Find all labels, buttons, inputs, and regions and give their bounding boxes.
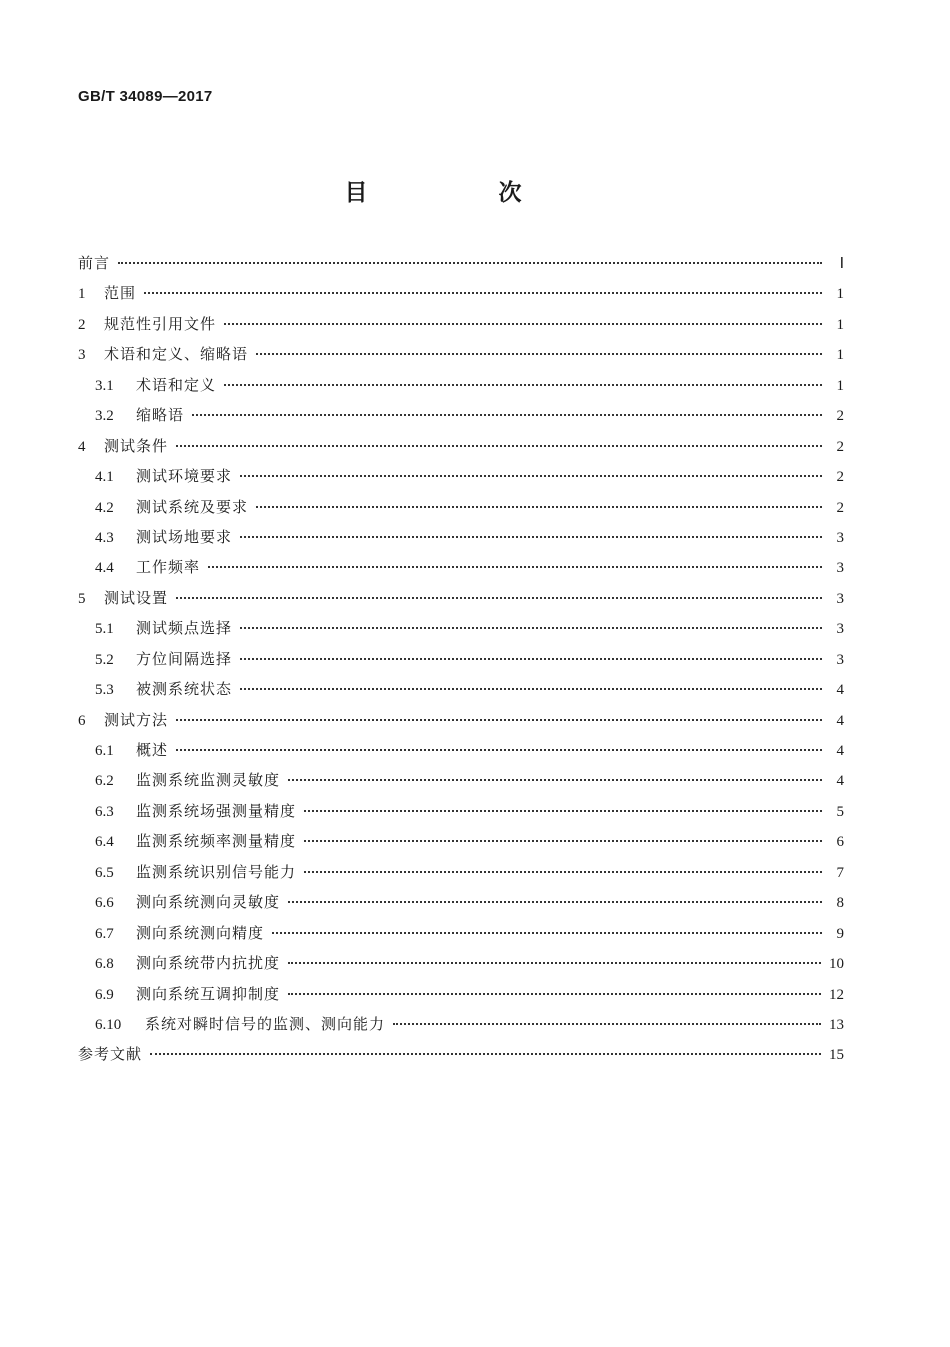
dot-leader (176, 445, 822, 447)
dot-leader (118, 262, 822, 264)
toc-entry-number: 6 (78, 712, 86, 729)
toc-entry-page: 2 (836, 499, 844, 516)
toc-entry-page: 2 (836, 408, 844, 425)
toc-entry[interactable] (78, 282, 844, 312)
toc-entry[interactable] (78, 252, 844, 282)
dot-leader (304, 840, 822, 842)
toc-entry-title: 前言 (78, 254, 111, 272)
toc-entry-title: 测向系统测向灵敏度 (136, 893, 281, 912)
toc-entry-number: 6.1 (95, 743, 114, 759)
toc-entry-page: 4 (836, 773, 844, 790)
toc-entry[interactable] (78, 709, 844, 739)
toc-entry-title: 术语和定义 (136, 375, 217, 394)
toc-entry-number: 6.5 (95, 864, 114, 881)
dot-leader (288, 779, 822, 781)
dot-leader (150, 1053, 821, 1055)
toc-entry-page: 4 (836, 743, 844, 759)
dot-leader (240, 627, 822, 629)
dot-leader (304, 871, 822, 873)
toc-entry-page: 3 (836, 560, 844, 577)
toc-entry[interactable] (78, 617, 844, 647)
toc-entry[interactable] (78, 526, 844, 556)
dot-leader (240, 475, 822, 477)
toc-entry-title: 系统对瞬时信号的监测、测向能力 (145, 1014, 386, 1033)
dot-leader (240, 536, 822, 538)
dot-leader (288, 962, 821, 964)
toc-entry-title: 监测系统频率测量精度 (136, 832, 297, 851)
dot-leader (208, 566, 822, 568)
toc-entry-page: 4 (836, 712, 844, 729)
toc-entry[interactable] (78, 1013, 844, 1043)
toc-entry[interactable] (78, 435, 844, 465)
toc-entry-title: 测试频点选择 (136, 619, 233, 638)
dot-leader (288, 901, 822, 903)
toc-entry-page: 1 (836, 377, 844, 394)
page-title: 目 次 (344, 180, 576, 206)
toc-entry[interactable] (78, 465, 844, 495)
toc-entry-page: 3 (836, 590, 844, 607)
toc-entry-number: 3.1 (95, 377, 114, 394)
toc-entry[interactable] (78, 1043, 844, 1073)
toc-entry-number: 6.3 (95, 803, 114, 820)
toc-entry-page: 3 (836, 621, 844, 638)
toc-entry-page: 9 (836, 925, 844, 942)
toc-entry-page: 8 (836, 895, 844, 912)
toc-entry[interactable] (78, 739, 844, 769)
toc-entry-title: 测试方法 (104, 710, 169, 729)
toc-entry-page: 3 (836, 529, 844, 546)
toc-entry-title: 参考文献 (78, 1045, 143, 1064)
toc-entry-page: 1 (836, 347, 844, 364)
dot-leader (256, 353, 822, 355)
toc-entry-title: 工作频率 (136, 558, 201, 577)
toc-entry-page: 2 (836, 438, 844, 455)
dot-leader (240, 688, 822, 690)
toc-entry-title: 缩略语 (136, 406, 185, 425)
dot-leader (304, 810, 822, 812)
toc-entry-title: 测向系统测向精度 (136, 923, 265, 942)
table-of-contents (78, 252, 844, 1074)
toc-entry[interactable] (78, 404, 844, 434)
toc-entry-page: 6 (836, 834, 844, 851)
toc-entry-number: 4.2 (95, 499, 114, 516)
toc-entry[interactable] (78, 374, 844, 404)
toc-entry-title: 概述 (136, 741, 169, 759)
toc-entry-number: 5 (78, 590, 86, 607)
toc-entry-title: 术语和定义、缩略语 (104, 345, 249, 364)
toc-entry[interactable] (78, 587, 844, 617)
toc-entry-title: 测向系统带内抗扰度 (136, 954, 281, 973)
toc-entry-number: 4.4 (95, 560, 114, 577)
toc-entry-page: 13 (829, 1016, 844, 1033)
toc-entry[interactable] (78, 861, 844, 891)
toc-entry[interactable] (78, 343, 844, 373)
toc-entry[interactable] (78, 648, 844, 678)
dot-leader (176, 597, 822, 599)
toc-entry[interactable] (78, 830, 844, 860)
toc-entry-number: 4.1 (95, 469, 114, 486)
toc-entry-number: 3.2 (95, 408, 114, 425)
toc-entry[interactable] (78, 922, 844, 952)
dot-leader (256, 506, 822, 508)
toc-entry-page: 4 (836, 682, 844, 699)
toc-entry-number: 6.10 (95, 1016, 122, 1033)
toc-entry-page: 1 (836, 316, 844, 333)
toc-entry-number: 2 (78, 316, 86, 333)
toc-entry-page: 1 (836, 286, 844, 303)
toc-entry-page: 5 (836, 803, 844, 820)
dot-leader (393, 1023, 821, 1025)
toc-entry-number: 6.8 (95, 956, 114, 973)
toc-entry-number: 4.3 (95, 529, 114, 546)
toc-entry-page: Ⅰ (839, 256, 844, 272)
toc-entry-title: 范围 (104, 284, 137, 303)
toc-entry-title: 监测系统场强测量精度 (136, 801, 297, 820)
toc-entry[interactable] (78, 891, 844, 921)
dot-leader (144, 292, 822, 294)
toc-entry-number: 3 (78, 347, 86, 364)
toc-entry-title: 测试条件 (104, 436, 169, 455)
toc-entry[interactable] (78, 983, 844, 1013)
toc-entry-number: 6.4 (95, 834, 114, 851)
dot-leader (176, 749, 822, 751)
toc-entry-number: 5.2 (95, 651, 114, 668)
toc-entry[interactable] (78, 496, 844, 526)
toc-entry-page: 3 (836, 651, 844, 668)
toc-entry-page: 10 (829, 956, 844, 973)
toc-entry-title: 测试环境要求 (136, 467, 233, 486)
toc-entry[interactable] (78, 313, 844, 343)
toc-entry-number: 1 (78, 286, 86, 303)
standard-code: GB/T 34089—2017 (78, 88, 213, 105)
dot-leader (288, 993, 821, 995)
dot-leader (240, 658, 822, 660)
dot-leader (176, 719, 822, 721)
toc-entry[interactable] (78, 952, 844, 982)
toc-entry[interactable] (78, 678, 844, 708)
toc-entry[interactable] (78, 800, 844, 830)
toc-entry-number: 6.6 (95, 895, 114, 912)
toc-entry-page: 15 (829, 1047, 844, 1064)
toc-entry-number: 5.3 (95, 682, 114, 699)
toc-entry-title: 测试系统及要求 (136, 497, 249, 516)
toc-entry-number: 6.2 (95, 773, 114, 790)
toc-entry[interactable] (78, 769, 844, 799)
toc-entry[interactable] (78, 556, 844, 586)
toc-entry-title: 方位间隔选择 (136, 649, 233, 668)
toc-entry-title: 监测系统识别信号能力 (136, 862, 297, 881)
dot-leader (224, 323, 822, 325)
toc-entry-number: 5.1 (95, 621, 114, 638)
dot-leader (192, 414, 822, 416)
toc-entry-number: 6.7 (95, 925, 114, 942)
toc-entry-number: 4 (78, 438, 86, 455)
toc-entry-page: 12 (829, 986, 844, 1003)
toc-entry-title: 测试设置 (104, 588, 169, 607)
toc-entry-title: 被测系统状态 (136, 680, 233, 699)
toc-entry-title: 测试场地要求 (136, 527, 233, 546)
toc-entry-title: 测向系统互调抑制度 (136, 984, 281, 1003)
toc-entry-title: 规范性引用文件 (104, 314, 217, 333)
toc-entry-title: 监测系统监测灵敏度 (136, 771, 281, 790)
dot-leader (224, 384, 822, 386)
dot-leader (272, 932, 822, 934)
toc-entry-page: 2 (836, 469, 844, 486)
toc-entry-number: 6.9 (95, 986, 114, 1003)
toc-entry-page: 7 (836, 864, 844, 881)
